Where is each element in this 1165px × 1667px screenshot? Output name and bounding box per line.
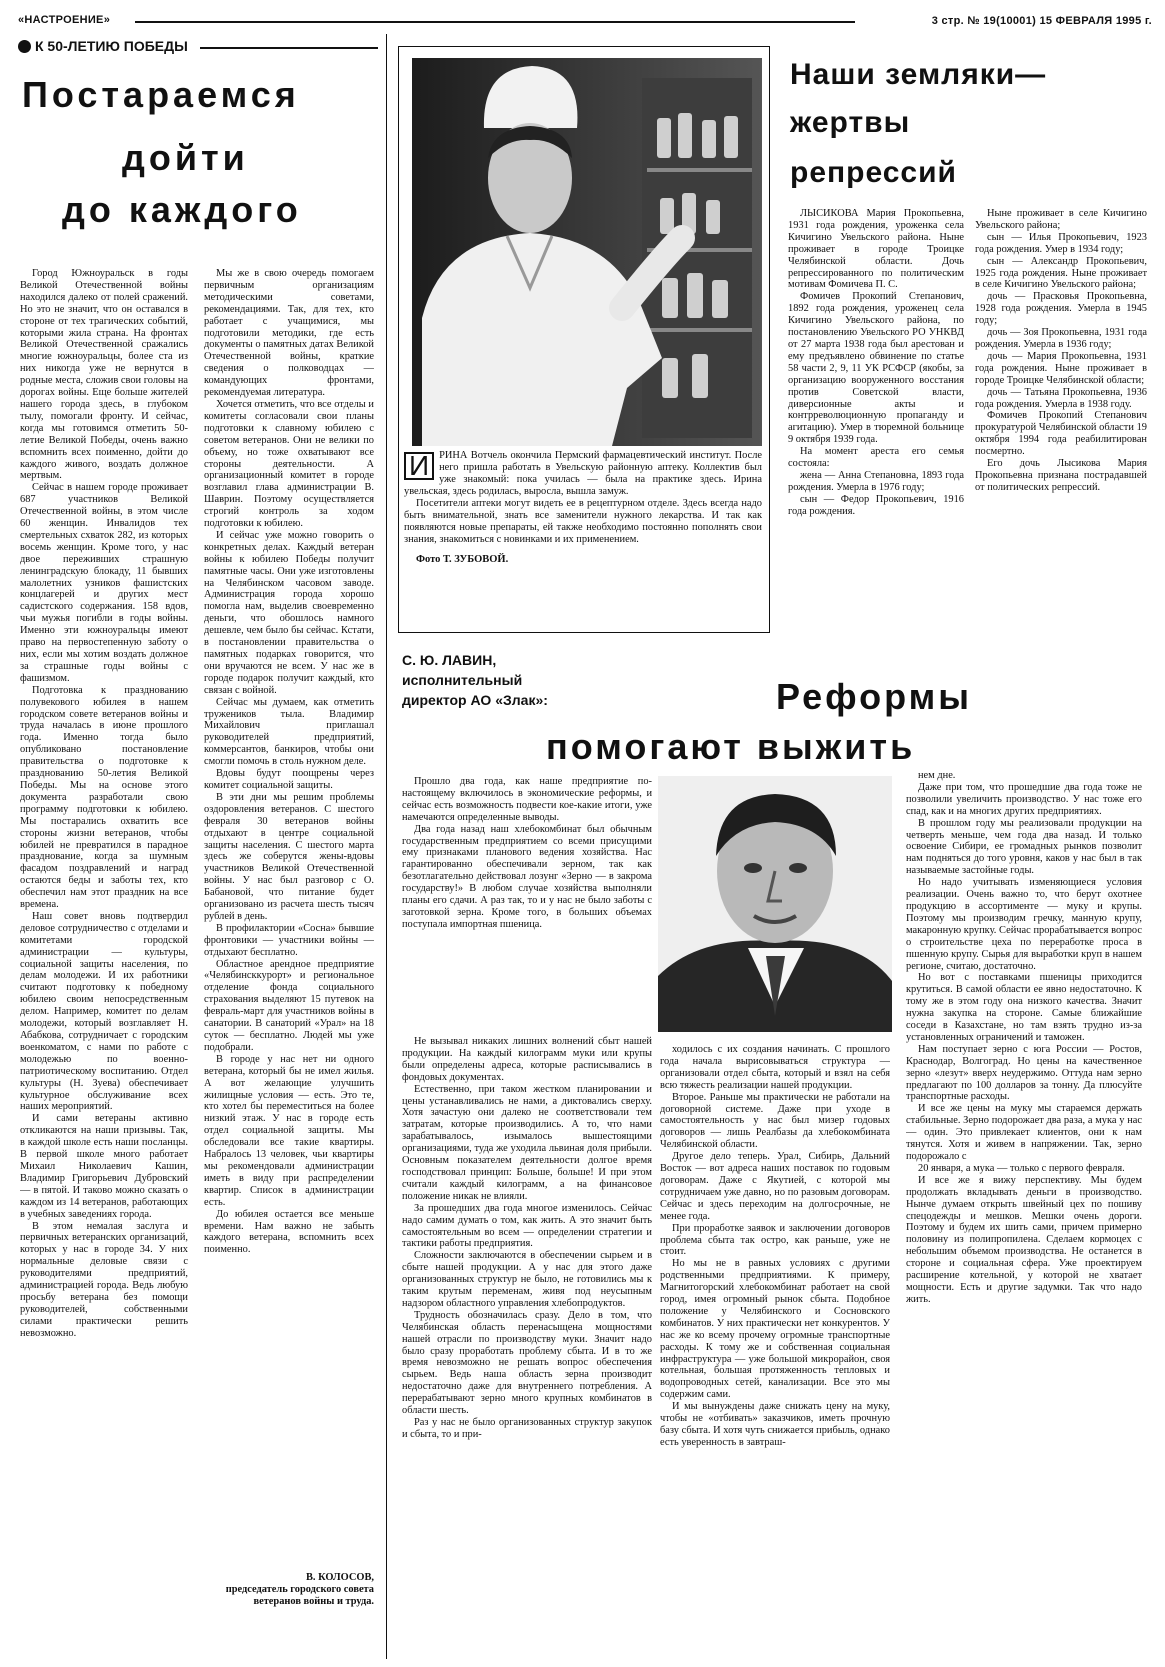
paragraph: Фомичев Прокопий Степанович, 1892 года рождения, уроженец села Кичигино Увельского района, по постановлению Увельского РО УНКВД от 27 марта 1938 года был арестован и ему предъявлено обвинение по статье 58 части 2, 9, 11 УК РСФСР (якобы, за организацию вооруженного восстания против Советской власти, диверсионные акты и контрреволюционную пропаганду и агитацию). Умер в тюремной больнице 9 октября 1939 года. (788, 291, 964, 446)
photo-credit: Фото Т. ЗУБОВОЙ. (416, 554, 509, 565)
paragraph: В профилактории «Сосна» бывшие фронтовики — участники войны — отдыхают бесплатно. (204, 922, 374, 958)
paragraph: Даже при том, что прошедшие два года тоже не позволили увеличить производство. У нас тоже его спад, как и на многих других предприятиях. (906, 781, 1142, 817)
paragraph: Второе. Раньше мы практически не работали на договорной системе. Даже при уходе в самостоятельность у нас был мизер годовых договоров — лишь Реалбазы да хлебокомбината Челябинской области. (660, 1091, 890, 1151)
paragraph: Но вот с поставками пшеницы приходится крутиться. В самой области ее явно недостаточно. К тому же в этом году она низкого качества. Значит нужна закупка на стороне. Самые ближайшие соседи в Казахстане, но там взять трудно из-за установленных ограничений и таможен. (906, 972, 1142, 1043)
paragraph: Сложности заключаются в обеспечении сырьем и в сбыте нашей продукции. А у нас для этого даже организованных структур не было, не готовились мы к таким крутым переменам, живя под неусыпным надзором областного управления хлебопродуктов. (402, 1250, 652, 1309)
paragraph: В прошлом году мы реализовали продукции на четверть меньше, чем года два назад. И только освоение Сибири, ее громадных рынков позволит нам подняться до того уровня, каков у нас был в так называемые застойные годы. (906, 817, 1142, 877)
rubric-label: К 50-ЛЕТИЮ ПОБЕДЫ (35, 38, 188, 54)
headline-line-2: дойти (122, 137, 249, 178)
paragraph: дочь — Мария Прокопьевна, 1931 года рождения. Ныне проживает в городе Троицке Челябинской области; (975, 350, 1147, 386)
caption-text: РИНА Вотчель окончила Пермский фармацевтический институт. После него пришла работать в Увельскую районную аптеку. Коллектив был уже знакомый: пока училась — была на практике здесь. Ирина увельская, здесь родилась, выросла, вышла замуж. (404, 450, 762, 497)
paragraph: До юбилея остается все меньше времени. Нам важно не забыть каждого ветерана, вспомнить всех поименно. (204, 1208, 374, 1256)
paragraph: Хочется отметить, что все отделы и комитеты согласовали свои планы подготовки к славному юбилею с советом ветеранов. Они не велики по объему, но тоже охватывают все стороны деятельности. А организационный комитет в городе возглавил глава администрации В. Шаврин. Поэтому осуществляется строгий контроль за ходом подготовки к юбилею. (204, 398, 374, 530)
paragraph: При проработке заявок и заключении договоров проблема сбыта так остро, как раньше, уже не стоит. (660, 1222, 890, 1258)
article1-column-2 (204, 268, 374, 1564)
reforms-headline-line-2: помогают выжить (546, 726, 916, 767)
paragraph: Два года назад наш хлебокомбинат был обычным государственным предприятием со всеми присущими ему признаками планового ведения хозяйства. Нас гарантированно обеспечивали зерном, так как безотлагательно действовал лозунг «Зерно — в закрома государству!» В любом случае хозяйства выполняли планы его сдачи. А раз так, то и у нас не было заботы с заготовкой зерна. Кроме того, в больших объемах поступала импортная пшеница. (402, 823, 652, 930)
signature-name: В. КОЛОСОВ, (305, 1572, 374, 1583)
article3-column-c (906, 770, 1142, 1658)
paragraph: жена — Анна Степановна, 1893 года рождения. Умерла в 1976 году; (788, 469, 964, 493)
paragraph: дочь — Прасковья Прокопьевна, 1928 года рождения. Умерла в 1945 году; (975, 291, 1147, 327)
paragraph: Мы же в свою очередь помогаем первичным организациям методическими советами, рекомендациями. Так, для тех, кто работает с учащимися, мы подготовили методики, где есть документы о памятных датах Великой Отечественной войны, краткие сведения о полководцах — командующих фронтами, рекомендуемая литература. (204, 268, 374, 399)
paragraph: нем дне. (918, 770, 956, 781)
paragraph: И сейчас уже можно говорить о конкретных делах. Каждый ветеран войны к юбилею Победы получит памятные часы. Они уже изготовлены на Челябинском часовом заводе. Администрация города хорошо помогла нам, выделив своевременно деньги, что обошлось намного дешевле, чем было бы сейчас. Кстати, в постановлении правительства о памятных подарках говорится, что они вручаются не всем. У нас же в городе подарок получит каждый, кто связан с войной. (204, 529, 374, 696)
signature (204, 1572, 374, 1608)
issue-info: 3 стр. № 19(10001) 15 ФЕВРАЛЯ 1995 г. (931, 15, 1152, 27)
paragraph: дочь — Зоя Прокопьевна, 1931 года рождения. Умерла в 1936 году; (975, 327, 1147, 350)
pharmacist-photo-drawing (412, 58, 762, 446)
dropcap: И (404, 452, 434, 480)
paragraph: И все же цены на муку мы стараемся держать стабильные. Зерно подорожает два раза, а мука у нас — один. Это привлекает клиентов, они к нам тянутся. Хотя и живем в напряжении. Так, зерно подорожало с (906, 1103, 1142, 1162)
paragraph: Вдовы будут поощрены через комитет социальной защиты. (204, 768, 374, 791)
paragraph: Другое дело теперь. Урал, Сибирь, Дальний Восток — вот адреса наших поставок по годовым договорам. Даже с Якутией, с которой мы сотрудничаем уже давно, но по разовым договорам. Сейчас и здесь переходим на долгосрочные, не менее года. (660, 1151, 890, 1222)
paragraph: За прошедших два года многое изменилось. Сейчас надо самим думать о том, как жить. А это значит быть самостоятельным во всем — определении стратегии и тактики работы предприятия. (402, 1202, 652, 1250)
article2-column-2 (975, 208, 1147, 636)
rubric-rule (200, 47, 378, 49)
paragraph: В этом немалая заслуга и первичных ветеранских организаций, которых у нас в городе 34. У них нормальные деловые связи с руководителями предприятий, администрацией города. Ведь любую просьбу ветерана без помощи руководителей, собственными силами практически решить невозможно. (20, 1220, 188, 1339)
paragraph: В эти дни мы решим проблемы оздоровления ветеранов. С шестого февраля 30 ветеранов войны отдыхают в центре социальной защиты населения. С шестого марта здесь же соберутся жены-вдовы участников Великой Отечественной войны. У нас был разговор с О. Бабановой, что питание будет организовано из расчета шесть тысяч рублей в день. (204, 791, 374, 922)
pharmacist-photo (412, 58, 762, 446)
paragraph: Фомичев Прокопий Степанович прокуратурой Челябинской области 19 октября 1994 года реабилитирован посмертно. (975, 410, 1147, 458)
masthead-rule (135, 21, 855, 23)
article2-column-1 (788, 208, 964, 636)
director-portrait (658, 776, 892, 1032)
repressions-headline-line-3: репрессий (790, 156, 957, 189)
paragraph: На момент ареста его семья состояла: (788, 446, 964, 470)
paragraph: Подготовка к празднованию полувекового юбилея в нашем городском совете ветеранов войны и труда началась в июне прошлого года. Именно тогда было опубликовано постановление правительства о подготовке к празднованию 50-летия Великой Победы. Мы на основе этого документа разработали свою программу подготовки к юбилею. Мы постарались охватить все стороны жизни ветеранов, чтобы юбилей не превратился в парадное празднование, когда за шумным фасадом поздравлений и наград остаются беды и заботы тех, кто обеспечил нам этот праздник на все времена. (20, 684, 188, 911)
paragraph: Не вызывал никаких лишних волнений сбыт нашей продукции. На каждый килограмм муки или крупы были определены адреса, которые расписывались в фондовых документах. (402, 1036, 652, 1083)
byline-company: директор АО «Злак»: (402, 692, 548, 708)
paragraph: В городе у нас нет ни одного ветерана, который бы не имел жилья. А вот желающие улучшить жилищные условия — есть. Это те, кто хотел бы переместиться на более низкий этаж. У нас в городе есть отдел социальной защиты. Мы обследовали все такие квартиры. Набралось 13 человек, чьи квартиры мы рекомендовали администрации иметь в виду при распределении квартир. Список в администрации есть. (204, 1053, 374, 1208)
paragraph: ЛЫСИКОВА Мария Прокопьевна, 1931 года рождения, уроженка села Кичигино Увельского района. Ныне проживает в городе Троицке Челябинской области. Дочь репрессированного по политическим мотивам Фомичева П. С. (788, 208, 964, 291)
article3-column-a-top (402, 776, 652, 1032)
paragraph: дочь — Татьяна Прокопьевна, 1936 года рождения. Умерла в 1938 году. (975, 386, 1147, 410)
article3-column-b (660, 1044, 890, 1658)
paragraph: Нам поступает зерно с юга России — Ростов, Краснодар, Волгоград. Но цены на качественное зерно «лезут» вверх неудержимо. Оттуда нам зерно предлагают по 100 долларов за тонну. Да плюсуйте транспортные расходы. (906, 1043, 1142, 1103)
article1-column-1 (20, 268, 188, 1652)
headline-line-1: Постараемся (22, 74, 300, 115)
reforms-headline-line-1: Реформы (776, 676, 973, 717)
paragraph: Естественно, при таком жестком планировании и цены устанавливались не нами, а диктовались сверху. Хотя зачастую они далеко не соответствовали тем затратам, которые производились. А то, что нами зарабатывалось, изымалось вышестоящими организациями, туда же уходила львиная доля прибыли. Основным показателем деятельности долгое время господствовал принцип: Больше, больше! И при этом считали каждый килограмм, а на финансовое положение никак не влияли. (402, 1083, 652, 1202)
paragraph: Сейчас в нашем городе проживает 687 участников Великой Отечественной войны, в этом числе 60 женщин. Инвалидов тех смертельных схваток 282, из которых восемь женщин. Кроме того, у нас двое переживших страшную ленинградскую блокаду, 11 бывших малолетних узников фашистских концлагерей и других мест садистского содержания. 158 вдов, чьи мужья погибли в годы войны. Именно эти южноуральцы имеют право на первостепенную заботу о них, если мы хотим воздать должное за страшные годы войны с фашизмом. (20, 482, 188, 684)
repressions-headline-line-2: жертвы (790, 106, 911, 139)
paragraph: Ныне проживает в селе Кичигино Увельского района; (975, 208, 1147, 231)
paragraph: И мы вынуждены даже снижать цену на муку, чтобы не «отбивать» заказчиков, иметь прочную базу сбыта. И хотя чуть снижается прибыль, однако есть уверенность в завтраш- (660, 1401, 890, 1448)
headline-line-3: до каждого (62, 189, 302, 230)
byline-name: С. Ю. ЛАВИН, (402, 652, 497, 668)
paragraph: Трудность обозначилась сразу. Дело в том, что Челябинская область перенасыщена мощностями нашей отрасли по производству муки. Значит надо было сразу проработать проблему сбыта. И в то же время невозможно не решать вопрос обеспечения сырьем. Ведь наша область зерна производит недостаточно даже для внутреннего потребления. А перерабатывают зерно много крупных комбинатов в области шесть. (402, 1309, 652, 1417)
paragraph: сын — Илья Прокопьевич, 1923 года рождения. Умер в 1934 году; (975, 231, 1147, 255)
paragraph: Сейчас мы думаем, как отметить тружеников тыла. Владимир Михайлович приглашал руководителей предприятий, коммерсантов, банкиров, чтобы они смогли помочь в столь нужном деле. (204, 696, 374, 768)
paragraph: сын — Александр Прокопьевич, 1925 года рождения. Ныне проживает в селе Кичигино Увельского района; (975, 255, 1147, 291)
photo-caption (404, 450, 762, 566)
paragraph: Областное арендное предприятие «Челябинсккурорт» и региональное отделение фонда социального страхования выделяют 15 путевок на февраль-март для участников войны в санатории. В санаторий «Урал» на 18 суток — бесплатно. Людей мы уже подобрали. (204, 958, 374, 1053)
signature-role: председатель городского совета ветеранов войны и труда. (225, 1584, 374, 1607)
caption-text: Посетители аптеки могут видеть ее в рецептурном отделе. Здесь всегда надо быть внимательной, знать все заменители нужного лекарства. И так как появляются новые препараты, ей также необходимо постоянно пополнять свои знания, знакомиться с новинками и их применением. (404, 498, 762, 545)
paragraph: И все же я вижу перспективу. Мы будем продолжать вкладывать деньги в производство. Нынче думаем открыть швейный цех по пошиву спецодежды и мешков. Мешки очень дороги. Поэтому и будем их шить сами, причем примерно половину из полипропилена. Сделаем кормоцех с небольшим объемом производства. Не останется в стороне и социальная сфера. Уже проектируем расширение котельной, у которой не хватает мощности. Есть и другие задумки. Так что надо жить. (906, 1174, 1142, 1305)
rubric (18, 38, 188, 54)
paragraph: Прошло два года, как наше предприятие по-настоящему включилось в экономические реформы, и сейчас есть возможность подвести кое-какие итоги, уже намечаются определенные выводы. (402, 776, 652, 823)
paragraph: 20 января, а мука — только с первого февраля. (918, 1162, 1125, 1174)
bullet-icon (18, 40, 31, 53)
paragraph: Но мы не в равных условиях с другими родственными предприятиями. К примеру, Магнитогорский хлебокомбинат работает на свой город, имея огромный рынок сбыта. Подобное положение у Челябинского и Сосновского комбинатов. У них практически нет конкурентов. У нас же ко всему прочему огромные транспортные расходы. К тому же и собственная социальная инфраструктура — уже большой микрорайон, своя котельная, большая протяженность тепловых и водопроводных сетей, канализации. Все это мы содержим сами. (660, 1258, 890, 1401)
paragraph: Но надо учитывать изменяющиеся условия реализации. Очень важно то, что берут охотнее продукцию в ассортименте — муку и крупы. Поэтому мы производим гречку, манную крупу, макаронную крупку. Сейчас прорабатывается вопрос о строительстве цеха по переработке проса в пшенную крупу. Сырья для выработки круп в нашем регионе, считаю, достаточно. (906, 877, 1142, 972)
director-portrait-drawing (658, 776, 892, 1032)
paragraph: И сами ветераны активно откликаются на наши призывы. Так, в каждой школе есть наши посланцы. В первой школе много работает Михаил Николаевич Кашин, Владимир Григорьевич Дубровский — в пятой. И таково можно сказать о каждом из 14 ветеранов, работающих в учебных заведениях города. (20, 1113, 188, 1220)
paragraph: Его дочь Лысикова Мария Прокопьевна признана пострадавшей от политических репрессий. (975, 458, 1147, 493)
repressions-headline-line-1: Наши земляки— (790, 58, 1047, 91)
paragraph: сын — Федор Прокопьевич, 1916 года рождения. (788, 493, 964, 517)
paragraph: Раз у нас не было организованных структур закупок и сбыта, то и при- (402, 1417, 652, 1440)
column-rule (386, 34, 387, 1659)
paragraph: Наш совет вновь подтвердил деловое сотрудничество с отделами и комитетами городской администрации — культуры, социальной защиты населения, по делам молодежи. И их работники считают подготовку к победному юбилею своим непосредственным делом. Например, комитет по делам молодежи, который возглавляет Н. Абабкова, сотрудничает с городским военкоматом, с нами по работе с молодежью по военно-патриотическому воспитанию. Отдел культуры (Н. Зуева) обеспечивает культурное обслуживание всех наших мероприятий. (20, 910, 188, 1113)
interviewee-byline (402, 650, 548, 710)
article3-column-a (402, 1036, 652, 1658)
paragraph: Город Южноуральск в годы Великой Отечественной войны находился далеко от полей сражений. Но это не значит, что он оставался в стороне от тех трагических событий, которыми жила страна. На фронтах Великой Отечественной сражались многие южноуральцы, более ста из них никогда уже не вернутся в родные места, сложив свои головы на дорогах войны. Еще больше жителей нашего города здесь, в глубоком тылу, помогали фронту. И сейчас, когда мы готовимся отметить 50-летие Великой Победы, очень важно вспомнить всех поименно, дойти до каждого живого, воздать должное мертвым. (20, 268, 188, 482)
paragraph: ходилось с их создания начинать. С прошлого года начала вырисовываться структура — организовали отдел сбыта, который и взял на себя всю тяжесть реализации нашей продукции. (660, 1044, 890, 1091)
newspaper-name: «НАСТРОЕНИЕ» (18, 14, 111, 26)
byline-role: исполнительный (402, 672, 523, 688)
